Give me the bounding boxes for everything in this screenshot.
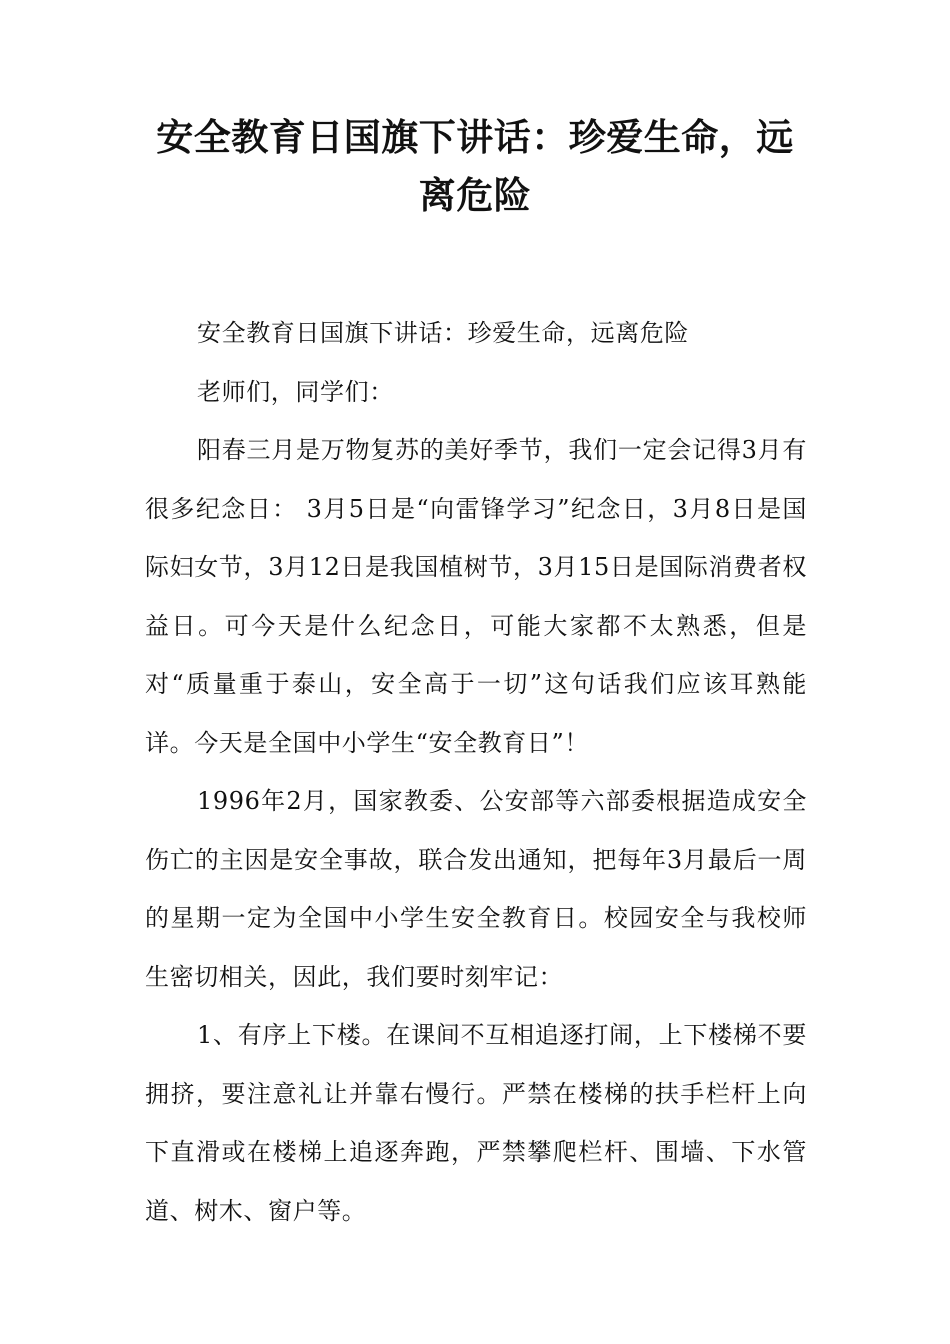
paragraph-safety-day-origin: 1996年2月，国家教委、公安部等六部委根据造成安全伤亡的主因是安全事故，联合发出通知，把每年3月最后一周的星期一定为全国中小学生安全教育日。校园安全与我校师生密切相关，因此，我们要时刻牢记： (145, 787, 807, 991)
paragraph-heading-repeat: 安全教育日国旗下讲话：珍爱生命，远离危险 (197, 319, 689, 347)
document-body (145, 304, 807, 1240)
paragraph-stair-safety: 1、有序上下楼。在课间不互相追逐打闹，上下楼梯不要拥挤，要注意礼让并靠右慢行。严禁在楼梯的扶手栏杆上向下直滑或在楼梯上追逐奔跑，严禁攀爬栏杆、围墙、下水管道、树木、窗户等。 (145, 1021, 807, 1225)
paragraph-salutation: 老师们，同学们： (197, 377, 394, 406)
paragraph-march-commemorations: 阳春三月是万物复苏的美好季节，我们一定会记得3月有很多纪念日： 3月5日是“向雷锋学习”纪念日，3月8日是国际妇女节，3月12日是我国植树节，3月15日是国际消费者权益日。可今天是什么纪念日，可能大家都不太熟悉，但是对“质量重于泰山，安全高于一切”这句话我们应该耳熟能详。今天是全国中小学生“安全教育日”！ (145, 436, 807, 757)
document-title: 安全教育日国旗下讲话：珍爱生命，远离危险 (156, 115, 794, 217)
